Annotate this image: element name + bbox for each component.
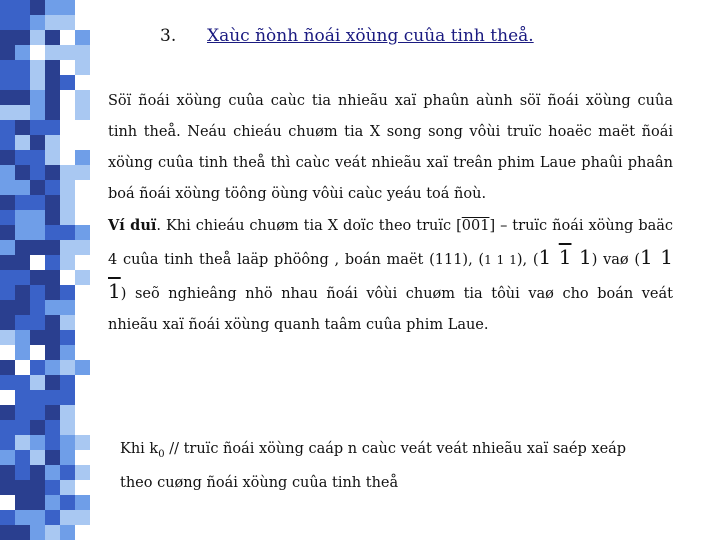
sidebar-stripe-cell [30, 330, 45, 345]
sidebar-stripe-cell [60, 240, 75, 255]
example-text-d: ) vaø ( [591, 252, 641, 268]
sidebar-stripe-cell [0, 135, 15, 150]
sidebar-stripe-cell [60, 180, 75, 195]
sidebar-stripe-cell [75, 390, 90, 405]
sidebar-stripe-cell [0, 495, 15, 510]
sidebar-stripe-cell [75, 225, 90, 240]
section-number: 3. [160, 26, 177, 46]
sidebar-stripe-cell [45, 450, 60, 465]
sidebar-stripe-cell [15, 375, 30, 390]
sidebar-stripe-cell [0, 405, 15, 420]
sidebar-stripe-cell [0, 525, 15, 540]
example-lead: Ví duï [108, 217, 157, 234]
sidebar-stripe-cell [60, 510, 75, 525]
sidebar-stripe-cell [0, 270, 15, 285]
sidebar-stripe-cell [45, 300, 60, 315]
sidebar-stripe-cell [30, 120, 45, 135]
sidebar-stripe-cell [30, 450, 45, 465]
sidebar-stripe-cell [15, 150, 30, 165]
sidebar-stripe-cell [0, 15, 15, 30]
sidebar-stripe-cell [75, 495, 90, 510]
sidebar-stripe-cell [75, 360, 90, 375]
sidebar-stripe-cell [30, 60, 45, 75]
sidebar-stripe-cell [75, 420, 90, 435]
sidebar-stripe-cell [75, 60, 90, 75]
sidebar-stripe-cell [75, 405, 90, 420]
sidebar-stripe-cell [60, 435, 75, 450]
sidebar-stripe-cell [15, 165, 30, 180]
face-index-3 [539, 245, 592, 269]
sidebar-stripe-cell [45, 60, 60, 75]
sidebar-stripe-cell [75, 375, 90, 390]
sidebar-stripe-cell [75, 135, 90, 150]
sidebar-stripe-cell [60, 0, 75, 15]
sidebar-stripe-cell [75, 180, 90, 195]
sidebar-stripe-cell [15, 240, 30, 255]
sidebar-stripe-cell [75, 285, 90, 300]
paragraph-intro: Söï ñoái xöùng cuûa caùc tia nhieãu xaï phaûn aùnh söï ñoái xöùng cuûa tinh theå. Neáu chieáu chuøm tia X song song vôùi truïc hoaëc maët ñoái xöùng cuûa tinh theå thì caùc veát nhieãu xaï treân phim Laue phaûi phaân boá ñoái xöùng töông öùng vôùi caùc yeáu toá ñoù. [108, 93, 673, 202]
sidebar-stripe-cell [75, 75, 90, 90]
sidebar-stripe-cell [60, 135, 75, 150]
sidebar-stripe-cell [60, 420, 75, 435]
sidebar-stripe-cell [30, 300, 45, 315]
face-3-k: 1 [558, 245, 572, 269]
sidebar-stripe-cell [45, 210, 60, 225]
sidebar-stripe-cell [45, 240, 60, 255]
face-index-2: 1 1 1 [484, 253, 517, 267]
sidebar-stripe-cell [30, 105, 45, 120]
sidebar-stripe-column [30, 0, 45, 540]
sidebar-stripe-cell [15, 405, 30, 420]
sidebar-stripe-cell [15, 75, 30, 90]
sidebar-stripe-cell [45, 75, 60, 90]
sidebar-stripe-column [75, 0, 90, 540]
sidebar-stripe-cell [60, 210, 75, 225]
sidebar-stripe-cell [75, 450, 90, 465]
sidebar-stripe-cell [0, 435, 15, 450]
sidebar-stripe-cell [15, 450, 30, 465]
sidebar-stripe-cell [60, 345, 75, 360]
sidebar-stripe-cell [45, 270, 60, 285]
sidebar-stripe-cell [30, 45, 45, 60]
sidebar-stripe-cell [0, 210, 15, 225]
sidebar-stripe-cell [30, 405, 45, 420]
sidebar-stripe-cell [30, 195, 45, 210]
sidebar-stripe-cell [0, 255, 15, 270]
sidebar-stripe-column [0, 0, 15, 540]
sidebar-stripe-cell [75, 30, 90, 45]
sidebar-stripe-cell [15, 210, 30, 225]
sidebar-stripe-cell [60, 405, 75, 420]
sidebar-stripe-cell [30, 480, 45, 495]
sidebar-stripe-cell [60, 225, 75, 240]
sidebar-stripe-cell [45, 375, 60, 390]
sidebar-stripe-cell [75, 510, 90, 525]
rule-subscript: 0 [158, 448, 165, 460]
sidebar-stripe-cell [45, 405, 60, 420]
sidebar-stripe-cell [0, 225, 15, 240]
sidebar-stripe-cell [45, 510, 60, 525]
axis-index: 001 [461, 218, 490, 234]
paragraph-rule [120, 435, 660, 498]
sidebar-stripe-cell [0, 105, 15, 120]
sidebar-stripe-cell [75, 240, 90, 255]
sidebar-stripe-cell [30, 390, 45, 405]
sidebar-stripe-cell [60, 315, 75, 330]
sidebar-stripe-cell [15, 60, 30, 75]
sidebar-stripe-cell [45, 255, 60, 270]
sidebar-stripe-cell [60, 30, 75, 45]
sidebar-stripe-cell [15, 315, 30, 330]
sidebar-stripe-cell [0, 45, 15, 60]
example-text-e: ) seõ nghieâng nhö nhau ñoái vôùi chuøm tia tôùi vaø cho boán veát nhieãu xaï ñoái xöùng quanh taâm cuûa phim Laue. [108, 286, 673, 333]
sidebar-stripe-cell [15, 45, 30, 60]
sidebar-stripe-cell [60, 480, 75, 495]
sidebar-stripe-cell [75, 45, 90, 60]
face-3-l: 1 [578, 245, 592, 269]
sidebar-stripe-cell [15, 15, 30, 30]
sidebar-stripe-cell [0, 360, 15, 375]
sidebar-stripe-cell [30, 180, 45, 195]
example-text-a: . Khi chieáu chuøm tia X doïc theo truïc [ [156, 218, 462, 234]
sidebar-stripe-cell [45, 390, 60, 405]
sidebar-stripe-column [45, 0, 60, 540]
sidebar-stripe-cell [75, 480, 90, 495]
sidebar-stripe-cell [45, 165, 60, 180]
sidebar-stripe-cell [75, 150, 90, 165]
sidebar-stripe-cell [30, 525, 45, 540]
sidebar-stripe-cell [60, 525, 75, 540]
sidebar-stripe-cell [60, 255, 75, 270]
sidebar-stripe-cell [75, 345, 90, 360]
sidebar-stripe-cell [0, 150, 15, 165]
sidebar-stripe-cell [45, 420, 60, 435]
sidebar-stripe-cell [30, 240, 45, 255]
sidebar-stripe-cell [30, 75, 45, 90]
sidebar-stripe-cell [30, 375, 45, 390]
sidebar-stripe-cell [0, 465, 15, 480]
sidebar-stripe-cell [0, 285, 15, 300]
face-4-l: 1 [108, 279, 121, 303]
section-title: Xaùc ñònh ñoái xöùng cuûa tinh theå. [207, 26, 534, 46]
sidebar-stripe-cell [30, 465, 45, 480]
sidebar-stripe-cell [15, 420, 30, 435]
rule-text-b: // truïc ñoái xöùng caáp n caùc veát veát nhieãu xaï saép xeáp theo cuøng ñoái xöùng cuûa tinh theå [120, 441, 627, 491]
sidebar-stripe-cell [45, 525, 60, 540]
sidebar-stripe-cell [45, 0, 60, 15]
sidebar-stripe-cell [30, 510, 45, 525]
sidebar-stripe-cell [15, 345, 30, 360]
sidebar-stripe-cell [0, 375, 15, 390]
sidebar-stripe-cell [0, 240, 15, 255]
sidebar-stripe-cell [15, 390, 30, 405]
sidebar-stripe-cell [45, 315, 60, 330]
sidebar-stripe-cell [15, 285, 30, 300]
sidebar-stripe-cell [15, 525, 30, 540]
sidebar-stripe-cell [30, 150, 45, 165]
sidebar-stripe-cell [45, 360, 60, 375]
sidebar-stripe-cell [15, 255, 30, 270]
sidebar-stripe-cell [60, 165, 75, 180]
sidebar-stripe-cell [60, 330, 75, 345]
sidebar-stripe-cell [15, 30, 30, 45]
sidebar-stripe-cell [60, 285, 75, 300]
sidebar-stripe-cell [30, 210, 45, 225]
sidebar-stripe-cell [75, 270, 90, 285]
sidebar-stripe-cell [60, 15, 75, 30]
rule-text-a: Khi k [120, 441, 159, 457]
sidebar-stripe-cell [30, 420, 45, 435]
sidebar-stripe-cell [75, 315, 90, 330]
sidebar-stripe-cell [75, 210, 90, 225]
sidebar-stripe-cell [15, 480, 30, 495]
paragraph-example [108, 210, 673, 341]
sidebar-stripe-cell [60, 270, 75, 285]
sidebar-stripe-cell [30, 270, 45, 285]
sidebar-stripe-cell [30, 315, 45, 330]
sidebar-stripe-cell [15, 300, 30, 315]
sidebar-stripe-cell [30, 90, 45, 105]
sidebar-stripe-cell [60, 105, 75, 120]
sidebar-stripe-cell [15, 90, 30, 105]
sidebar-stripe-cell [45, 225, 60, 240]
sidebar-stripe-column [15, 0, 30, 540]
sidebar-stripe-cell [60, 300, 75, 315]
sidebar-stripe-cell [45, 285, 60, 300]
sidebar-stripe-cell [15, 120, 30, 135]
sidebar-stripe-cell [0, 0, 15, 15]
sidebar-stripe-cell [0, 450, 15, 465]
sidebar-stripe-cell [75, 165, 90, 180]
sidebar-stripe-cell [0, 180, 15, 195]
sidebar-stripe-cell [15, 465, 30, 480]
sidebar-stripe-cell [0, 420, 15, 435]
sidebar-stripe-column [60, 0, 75, 540]
sidebar-stripe-cell [30, 435, 45, 450]
sidebar-stripe-cell [15, 495, 30, 510]
sidebar-stripe-cell [60, 450, 75, 465]
sidebar-stripe-cell [15, 225, 30, 240]
sidebar-stripe-cell [30, 495, 45, 510]
sidebar-stripe-cell [60, 495, 75, 510]
sidebar-stripe-cell [60, 465, 75, 480]
sidebar-stripe-cell [45, 435, 60, 450]
sidebar-stripe-cell [75, 525, 90, 540]
sidebar-stripe-cell [45, 45, 60, 60]
sidebar-stripe-cell [0, 300, 15, 315]
sidebar-stripe-cell [45, 150, 60, 165]
sidebar-stripe-cell [45, 480, 60, 495]
sidebar-stripe-cell [75, 465, 90, 480]
sidebar-stripe-cell [30, 255, 45, 270]
face-3-h: 1 [538, 245, 552, 269]
sidebar-stripe-cell [0, 165, 15, 180]
face-4-k: 1 [660, 245, 673, 269]
sidebar-stripe-cell [30, 30, 45, 45]
sidebar-stripe-cell [15, 195, 30, 210]
sidebar-stripe-cell [60, 360, 75, 375]
sidebar-stripe-cell [60, 45, 75, 60]
sidebar-stripe-cell [75, 255, 90, 270]
example-text-c: ), ( [516, 252, 539, 268]
sidebar-stripe-cell [0, 390, 15, 405]
sidebar-stripe-cell [60, 60, 75, 75]
sidebar-stripe-cell [75, 120, 90, 135]
sidebar-stripe-cell [15, 435, 30, 450]
sidebar-stripe-cell [45, 330, 60, 345]
sidebar-stripe-cell [45, 120, 60, 135]
example-text-b: ] – truïc ñoái xöùng baäc 4 cuûa tinh theå laäp phöông , boán maët (111), ( [108, 218, 674, 268]
sidebar-stripe-cell [45, 195, 60, 210]
sidebar-stripe-cell [75, 90, 90, 105]
sidebar-stripe-cell [30, 345, 45, 360]
sidebar-stripe-cell [75, 330, 90, 345]
sidebar-stripe-cell [15, 0, 30, 15]
sidebar-stripe-cell [0, 315, 15, 330]
sidebar-stripe-cell [0, 60, 15, 75]
sidebar-stripe-cell [45, 345, 60, 360]
sidebar-stripe-cell [30, 15, 45, 30]
sidebar-stripe-cell [0, 330, 15, 345]
sidebar-stripe-cell [0, 120, 15, 135]
sidebar-stripe-cell [75, 300, 90, 315]
sidebar-stripe-cell [0, 480, 15, 495]
sidebar-stripe-cell [30, 165, 45, 180]
sidebar-stripe-cell [15, 330, 30, 345]
sidebar-stripe-cell [60, 375, 75, 390]
sidebar-stripe-cell [30, 0, 45, 15]
sidebar-stripe-cell [0, 75, 15, 90]
sidebar-stripe-cell [60, 150, 75, 165]
sidebar-stripe-cell [75, 195, 90, 210]
sidebar-stripe-cell [45, 90, 60, 105]
sidebar-stripe-cell [45, 180, 60, 195]
sidebar-stripe-cell [30, 225, 45, 240]
sidebar-stripe-cell [30, 360, 45, 375]
sidebar-stripe-cell [0, 90, 15, 105]
sidebar-stripe-cell [45, 495, 60, 510]
sidebar-stripe-cell [0, 345, 15, 360]
sidebar-stripe-cell [75, 0, 90, 15]
sidebar-stripe-cell [30, 285, 45, 300]
sidebar-stripe-cell [15, 105, 30, 120]
sidebar-stripe-cell [0, 510, 15, 525]
sidebar-stripe-cell [75, 105, 90, 120]
sidebar-stripe-cell [60, 195, 75, 210]
sidebar-stripe-cell [75, 435, 90, 450]
sidebar-stripe-cell [75, 15, 90, 30]
sidebar-stripe-cell [15, 180, 30, 195]
sidebar-stripe-cell [15, 135, 30, 150]
sidebar-stripe-cell [45, 15, 60, 30]
sidebar-stripe-cell [45, 135, 60, 150]
sidebar-stripe-cell [45, 30, 60, 45]
face-4-h: 1 [640, 245, 653, 269]
sidebar-stripe-cell [45, 105, 60, 120]
sidebar-stripe-cell [0, 30, 15, 45]
sidebar-stripe-cell [15, 510, 30, 525]
decorative-sidebar [0, 0, 90, 540]
sidebar-stripe-cell [0, 195, 15, 210]
sidebar-stripe-cell [30, 135, 45, 150]
sidebar-stripe-cell [60, 390, 75, 405]
sidebar-stripe-cell [15, 360, 30, 375]
sidebar-stripe-cell [60, 75, 75, 90]
sidebar-stripe-cell [45, 465, 60, 480]
sidebar-stripe-cell [60, 90, 75, 105]
sidebar-stripe-cell [60, 120, 75, 135]
sidebar-stripe-cell [15, 270, 30, 285]
